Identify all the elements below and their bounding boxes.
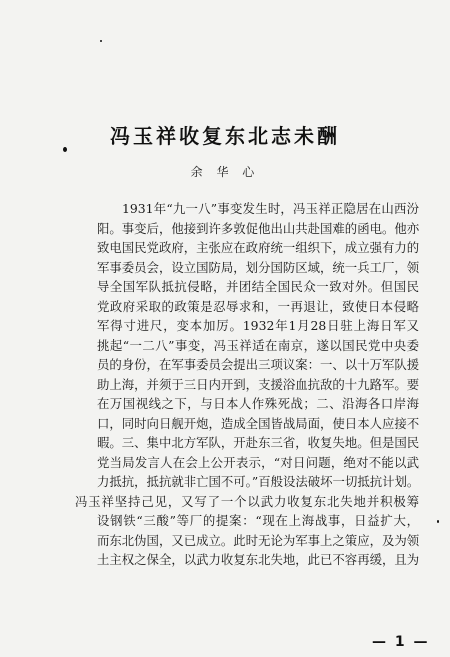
body-line: 而东北伪国，又已成立。此时无论为军事上之策应，及为领	[97, 532, 419, 548]
body-line: 口，同时向日舰开炮，造成全国皆战局面，使日本人应接不	[97, 415, 419, 431]
article-body	[75, 199, 419, 570]
scan-speck	[100, 40, 102, 42]
body-line: 土主权之保全，以武力收复东北失地，此已不容再缓，且为	[97, 552, 419, 567]
article-title: 冯玉祥收复东北志未酬	[110, 124, 340, 148]
body-line: 冯玉祥坚持己见，又写了一个以武力收复东北失地并积极筹	[75, 493, 419, 509]
body-line: 设钢铁“三酸”等厂的提案：“现在上海战事，日益扩大，	[97, 513, 419, 528]
article-author: 余 华 心	[190, 165, 260, 179]
body-line: 助上海，并须于三日内开到，支援浴血抗敌的十九路军。要	[97, 376, 419, 392]
body-line: 1931年“九一八”事变发生时，冯玉祥正隐居在山西汾	[122, 201, 419, 216]
body-line: 军得寸进尺，变本加厉。1932年1月28日驻上海日军又	[97, 318, 419, 333]
body-line: 挑起“一二八”事变，冯玉祥适在南京，遂以国民党中央委	[97, 337, 419, 353]
page-number: — 1 —	[372, 634, 430, 650]
body-line: 在万国视线之下，与日本人作殊死战；二、沿海各口岸海	[97, 396, 419, 411]
body-line: 员的身份，在军事委员会提出三项议案：一、以十万军队援	[97, 357, 419, 372]
body-line: 导全国军队抵抗侵略，并团结全国民众一致对外。但国民	[97, 279, 419, 294]
scan-speck	[437, 520, 439, 523]
body-line: 党当局发言人在会上公开表示，“对日问题，绝对不能以武	[97, 454, 419, 470]
body-line: 阳。事变后，他接到许多敦促他出山共赴国难的函电。他亦	[97, 220, 419, 236]
body-line: 暇。三、集中北方军队，开赴东三省，收复失地。但是国民	[97, 435, 419, 450]
body-line: 力抵抗，抵抗就非亡国不可。”百般设法破坏一切抵抗计划。	[97, 474, 419, 489]
body-line: 军事委员会，设立国防局，划分国防区域，统一兵工厂，领	[97, 259, 419, 275]
body-line: 致电国民党政府，主张应在政府统一组织下，成立强有力的	[97, 240, 419, 255]
body-line: 党政府采取的政策是忍辱求和，一再退让，致使日本侵略	[97, 298, 419, 314]
